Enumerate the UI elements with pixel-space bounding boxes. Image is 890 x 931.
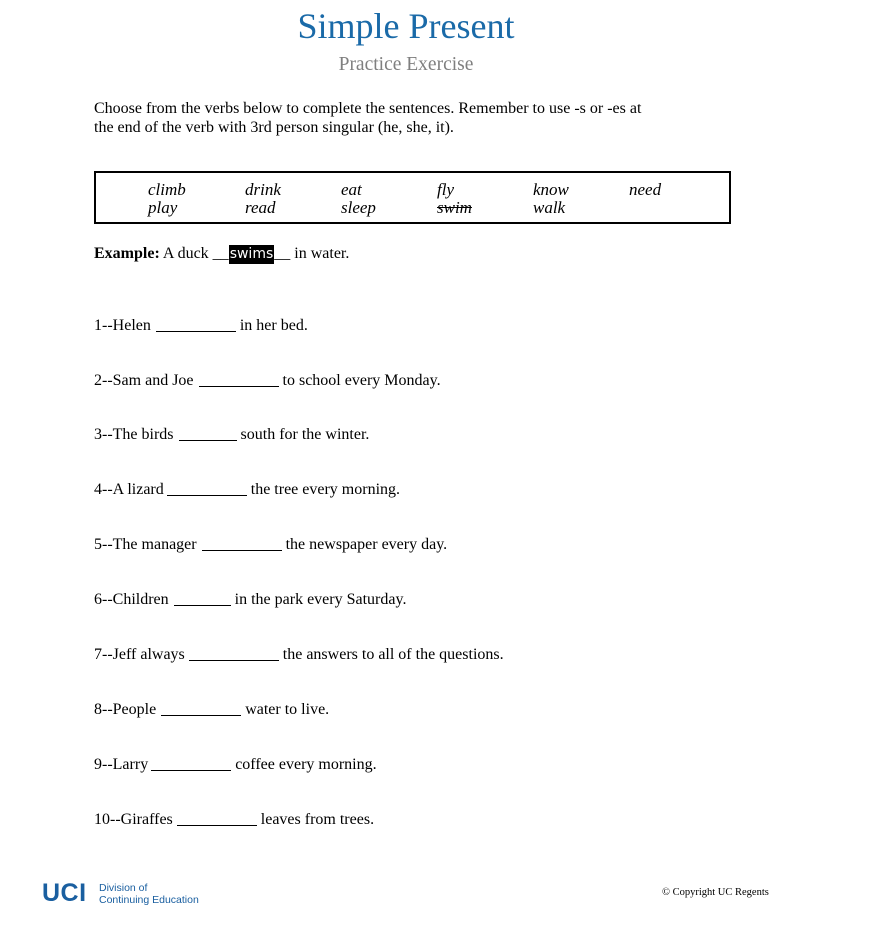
question-prefix: 6--Children [94,591,169,608]
division-line-2: Continuing Education [99,894,199,906]
verb-play: play [148,198,178,217]
answer-blank[interactable] [174,591,231,606]
verb-fly: fly [437,180,454,199]
instructions [94,100,734,137]
answer-blank[interactable] [202,536,282,551]
question-prefix: 4--A lizard [94,481,164,498]
verb-read: read [245,198,276,217]
uci-logo-mark: UCI [42,879,87,907]
instructions-line-1: Choose from the verbs below to complete the sentences. Remember to use -s or -es at [94,100,642,117]
answer-blank[interactable] [199,372,279,387]
question-suffix: to school every Monday. [282,372,441,389]
verb-bank [94,171,731,224]
question-prefix: 3--The birds [94,426,174,443]
answer-blank[interactable] [151,756,231,771]
copyright-notice: © Copyright UC Regents [662,887,769,898]
question-3 [94,425,369,445]
question-suffix: leaves from trees. [260,811,375,828]
verb-know: know [533,180,569,199]
division-line-1: Division of [99,882,148,894]
answer-blank[interactable] [167,481,247,496]
question-suffix: south for the winter. [240,426,370,443]
verb-sleep: sleep [341,198,376,217]
question-suffix: in the park every Saturday. [234,591,407,608]
example-before: A duck __ [162,245,229,262]
verb-climb: climb [148,180,186,199]
page-subtitle: Practice Exercise [338,54,474,75]
question-prefix: 5--The manager [94,536,197,553]
question-8 [94,700,329,720]
question-suffix: the answers to all of the questions. [282,646,504,663]
verb-drink: drink [245,180,281,199]
question-5 [94,535,447,555]
question-9 [94,755,377,775]
question-suffix: water to live. [245,701,330,718]
question-suffix: the tree every morning. [250,481,401,498]
question-1 [94,316,308,336]
question-prefix: 7--Jeff always [94,646,185,663]
question-prefix: 1--Helen [94,317,151,334]
question-prefix: 2--Sam and Joe [94,372,194,389]
question-7 [94,645,504,665]
verb-need: need [629,180,662,199]
question-4 [94,480,400,500]
verb-walk: walk [533,198,566,217]
verb-swim-struck: swim [437,198,472,217]
example-label: Example: [94,245,160,262]
uci-division-text [99,882,199,906]
page-title: Simple Present [297,6,515,46]
verb-eat: eat [341,180,362,199]
answer-blank[interactable] [189,646,279,661]
example-after: __ in water. [274,245,350,262]
question-prefix: 8--People [94,701,157,718]
question-prefix: 10--Giraffes [94,811,173,828]
instructions-line-2: the end of the verb with 3rd person singular (he, she, it). [94,118,454,136]
question-prefix: 9--Larry [94,756,149,773]
answer-blank[interactable] [156,317,236,332]
example-sentence [94,244,349,264]
question-suffix: in her bed. [239,317,308,334]
question-6 [94,590,406,610]
answer-blank[interactable] [177,811,257,826]
question-2 [94,371,441,391]
question-suffix: coffee every morning. [235,756,377,773]
answer-blank[interactable] [179,426,237,441]
question-10 [94,810,374,830]
question-suffix: the newspaper every day. [285,536,448,553]
answer-blank[interactable] [161,701,241,716]
example-answer: swims [229,246,274,262]
